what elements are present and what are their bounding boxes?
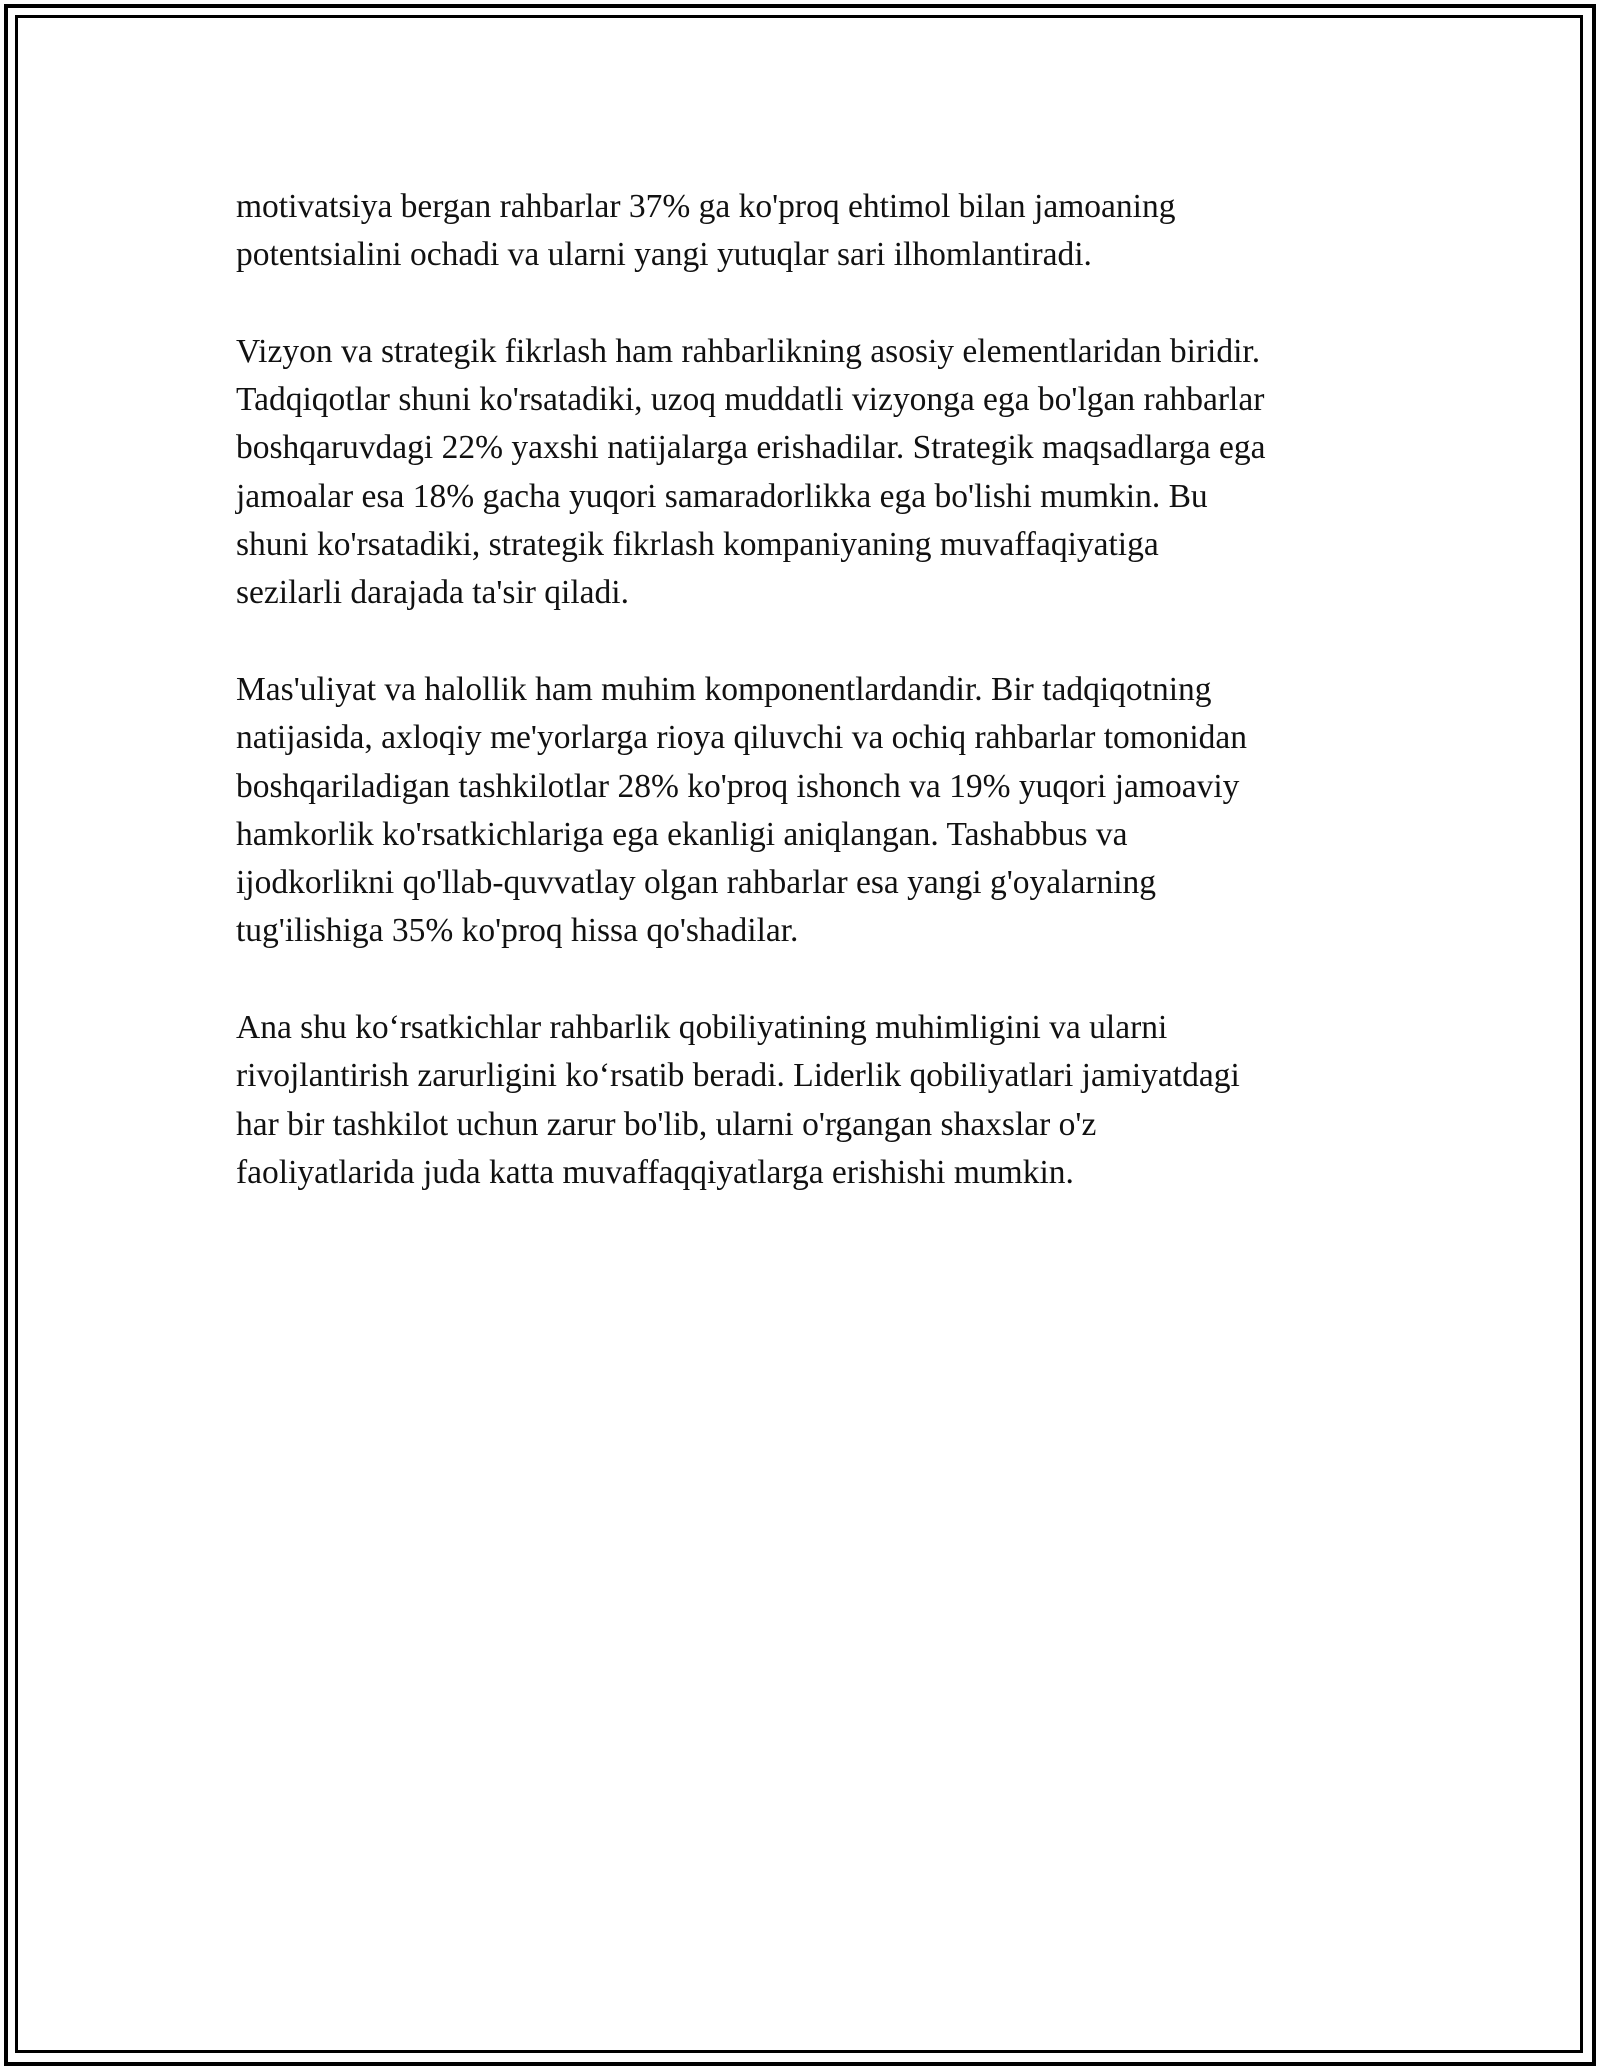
- text-line: Ana shu ko‘rsatkichlar rahbarlik qobiliyatining muhimligini va ularni: [236, 1009, 1168, 1047]
- text-line: Vizyon va strategik fikrlash ham rahbarlikning asosiy elementlaridan biridir.: [236, 332, 1261, 370]
- text-line: potentsialini ochadi va ularni yangi yutuqlar sari ilhomlantiradi.: [236, 236, 1092, 274]
- paragraph: [236, 1004, 1386, 1197]
- text-line: natijasida, axloqiy me'yorlarga rioya qiluvchi va ochiq rahbarlar tomonidan: [236, 719, 1248, 757]
- text-line: shuni ko'rsatadiki, strategik fikrlash kompaniyaning muvaffaqiyatiga: [236, 526, 1159, 564]
- text-line: motivatsiya bergan rahbarlar 37% ga ko'proq ehtimol bilan jamoaning: [236, 188, 1176, 225]
- text-line: tug'ilishiga 35% ko'proq hissa qo'shadilar.: [236, 912, 799, 950]
- paragraph: [236, 183, 1386, 280]
- text-line: hamkorlik ko'rsatkichlariga ega ekanligi aniqlangan. Tashabbus va: [236, 815, 1128, 853]
- text-line: ijodkorlikni qo'llab-quvvatlay olgan rahbarlar esa yangi g'oyalarning: [236, 864, 1157, 902]
- document-body: [236, 183, 1386, 1246]
- text-line: boshqaruvdagi 22% yaxshi natijalarga erishadilar. Strategik maqsadlarga ega: [236, 429, 1266, 467]
- text-line: rivojlantirish zarurligini ko‘rsatib beradi. Liderlik qobiliyatlari jamiyatdagi: [236, 1057, 1240, 1095]
- text-line: har bir tashkilot uchun zarur bo'lib, ularni o'rgangan shaxslar o'z: [236, 1105, 1097, 1143]
- paragraph: [236, 666, 1386, 956]
- text-line: Mas'uliyat va halollik ham muhim komponentlardandir. Bir tadqiqotning: [236, 670, 1212, 708]
- text-line: faoliyatlarida juda katta muvaffaqqiyatlarga erishishi mumkin.: [236, 1153, 1074, 1191]
- text-line: sezilarli darajada ta'sir qiladi.: [236, 574, 629, 612]
- text-line: Tadqiqotlar shuni ko'rsatadiki, uzoq muddatli vizyonga ega bo'lgan rahbarlar: [236, 381, 1265, 419]
- text-line: jamoalar esa 18% gacha yuqori samaradorlikka ega bo'lishi mumkin. Bu: [236, 477, 1208, 515]
- paragraph: [236, 328, 1386, 618]
- text-line: boshqariladigan tashkilotlar 28% ko'proq ishonch va 19% yuqori jamoaviy: [236, 767, 1240, 805]
